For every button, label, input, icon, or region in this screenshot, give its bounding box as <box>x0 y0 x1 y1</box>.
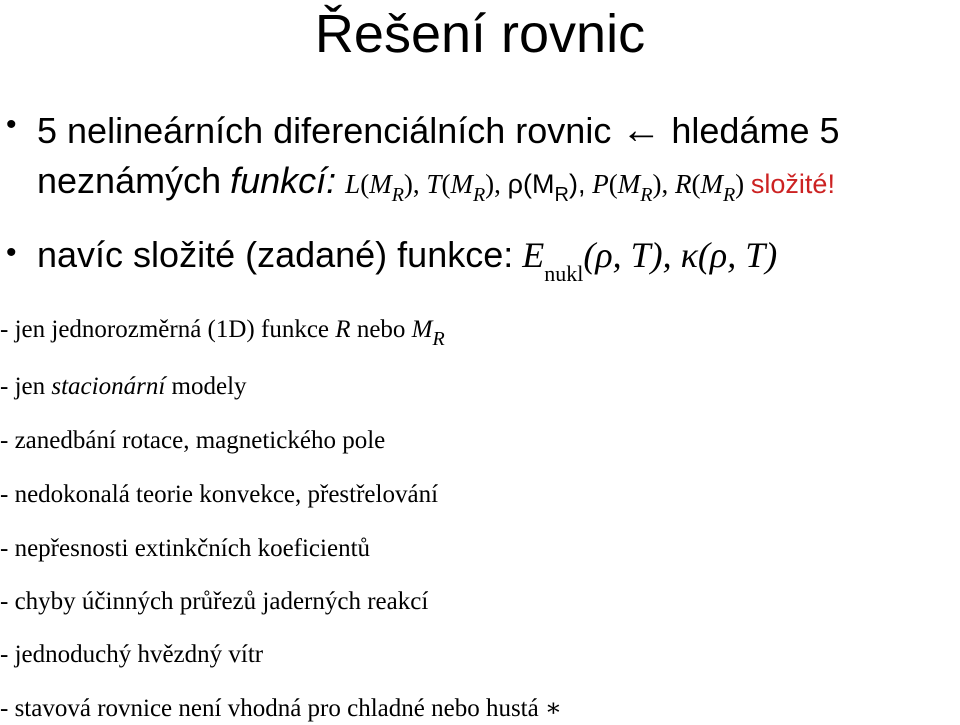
bullet-dot-2: • <box>6 236 17 269</box>
item-2-pre: - jen <box>0 373 52 400</box>
fn-T: T <box>426 169 442 199</box>
list-item-3: - zanedbání rotace, magnetického pole <box>0 427 386 454</box>
item-1-M: M <box>411 316 433 343</box>
slide-title-text: Řešení rovnic <box>314 4 646 64</box>
bullet-1-text: 5 nelineárních diferenciálních rovnic <box>37 110 612 151</box>
bullet-1-funkci: funkcí: <box>230 160 337 201</box>
item-1-pre: - jen jednorozměrná (1D) funkce <box>0 316 336 343</box>
list-item-6: - chyby účinných průřezů jaderných reakcí <box>0 588 429 615</box>
function-list: $L(M_R)$, $T(M_R)$, $\rho(M_R)$, $P(M_R)$, $R(M_R)$ <box>345 169 751 206</box>
fn-sub-R5: R <box>722 184 736 206</box>
item-1-sub-R: R <box>432 328 445 350</box>
fn-E: E <box>522 235 545 275</box>
list-item-4: - nedokonalá teorie konvekce, přestřelování <box>0 481 439 508</box>
fn-R: R <box>674 169 692 199</box>
bullet-2-text: navíc složité (zadané) funkce: <box>37 234 514 275</box>
fn-rho: ρ <box>507 169 524 199</box>
bullet-1-tail: hledáme 5 <box>671 110 840 151</box>
fn-M4: M <box>617 169 641 199</box>
slozite-label: složité! <box>750 169 835 199</box>
fn-M3: M <box>532 169 555 199</box>
fn-sub-R3: R <box>554 184 569 206</box>
fn-M2: M <box>450 169 473 199</box>
fn-args: (ρ, T), κ(ρ, T) <box>583 235 778 275</box>
list-item-1 <box>0 316 445 351</box>
fn-sub-R4: R <box>640 184 653 206</box>
bullet-1-line-1 <box>37 106 840 153</box>
bullet-1-neznamych: neznámých <box>37 160 222 201</box>
fn-P: P <box>592 169 609 199</box>
item-1-R: R <box>335 316 351 343</box>
list-item-5: - nepřesnosti extinkčních koeficientů <box>0 535 371 562</box>
item-8-text: - stavová rovnice není vhodná pro chladné nebo hustá <box>0 695 539 722</box>
list-item-7: - jednoduchý hvězdný vítr <box>0 641 264 668</box>
item-2-italic: stacionární <box>51 373 166 400</box>
item-1-mid: nebo <box>350 316 412 343</box>
list-item-8 <box>0 693 562 723</box>
bullet-2 <box>37 234 777 287</box>
bullet-dot-1: • <box>6 108 17 141</box>
slide-title <box>0 2 960 66</box>
fn-sub-R1: R <box>391 184 404 206</box>
fn-L: L <box>345 169 361 199</box>
bullet-1-line-2 <box>37 160 835 207</box>
item-2-post: modely <box>165 373 247 400</box>
fn-sub-nukl: nukl <box>544 261 584 286</box>
fn-M5: M <box>700 169 723 199</box>
left-arrow-icon: ← <box>621 107 662 152</box>
fn-sub-R2: R <box>472 184 486 206</box>
asterisk-icon: ∗ <box>544 695 562 722</box>
list-item-2 <box>0 373 247 401</box>
fn-M1: M <box>369 169 392 199</box>
